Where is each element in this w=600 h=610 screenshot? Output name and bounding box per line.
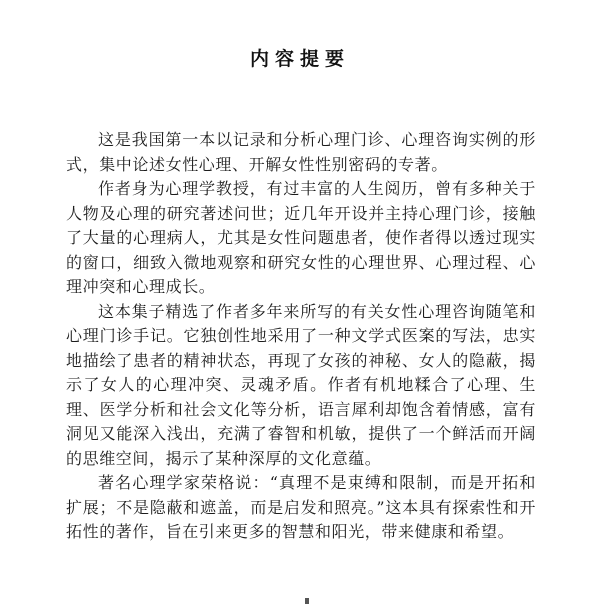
paragraph-4: 著名心理学家荣格说：“真理不是束缚和限制，而是开拓和扩展；不是隐蔽和遮盖，而是启发和照亮。”这本具有探索性和开拓性的著作，旨在引来更多的智慧和阳光，带来健康和希望。 <box>66 473 536 541</box>
paragraph-2: 作者身为心理学教授，有过丰富的人生阅历，曾有多种关于人物及心理的研究著述问世；近几年开设并主持心理门诊，接触了大量的心理病人，尤其是女性问题患者，使作者得以透过现实的窗口，细致入微地观察和研究女性的心理世界、心理过程、心理冲突和心理成长。 <box>66 179 536 296</box>
summary-body <box>66 128 536 545</box>
scan-mark <box>305 598 309 604</box>
page-title: 内容提要 <box>249 48 350 70</box>
paragraph-3: 这本集子精选了作者多年来所写的有关女性心理咨询随笔和心理门诊手记。它独创性地采用了一种文学式医案的写法，忠实地描绘了患者的精神状态，再现了女孩的神秘、女人的隐蔽，揭示了女人的心理冲突、灵魂矛盾。作者有机地糅合了心理、生理、医学分析和社会文化等分析，语言犀利却饱含着情感，富有洞见又能深入浅出，充满了睿智和机敏，提供了一个鲜活而开阔的思维空间，揭示了某种深厚的文化意蕴。 <box>66 301 536 468</box>
paragraph-1: 这是我国第一本以记录和分析心理门诊、心理咨询实例的形式，集中论述女性心理、开解女性性别密码的专著。 <box>66 130 536 174</box>
